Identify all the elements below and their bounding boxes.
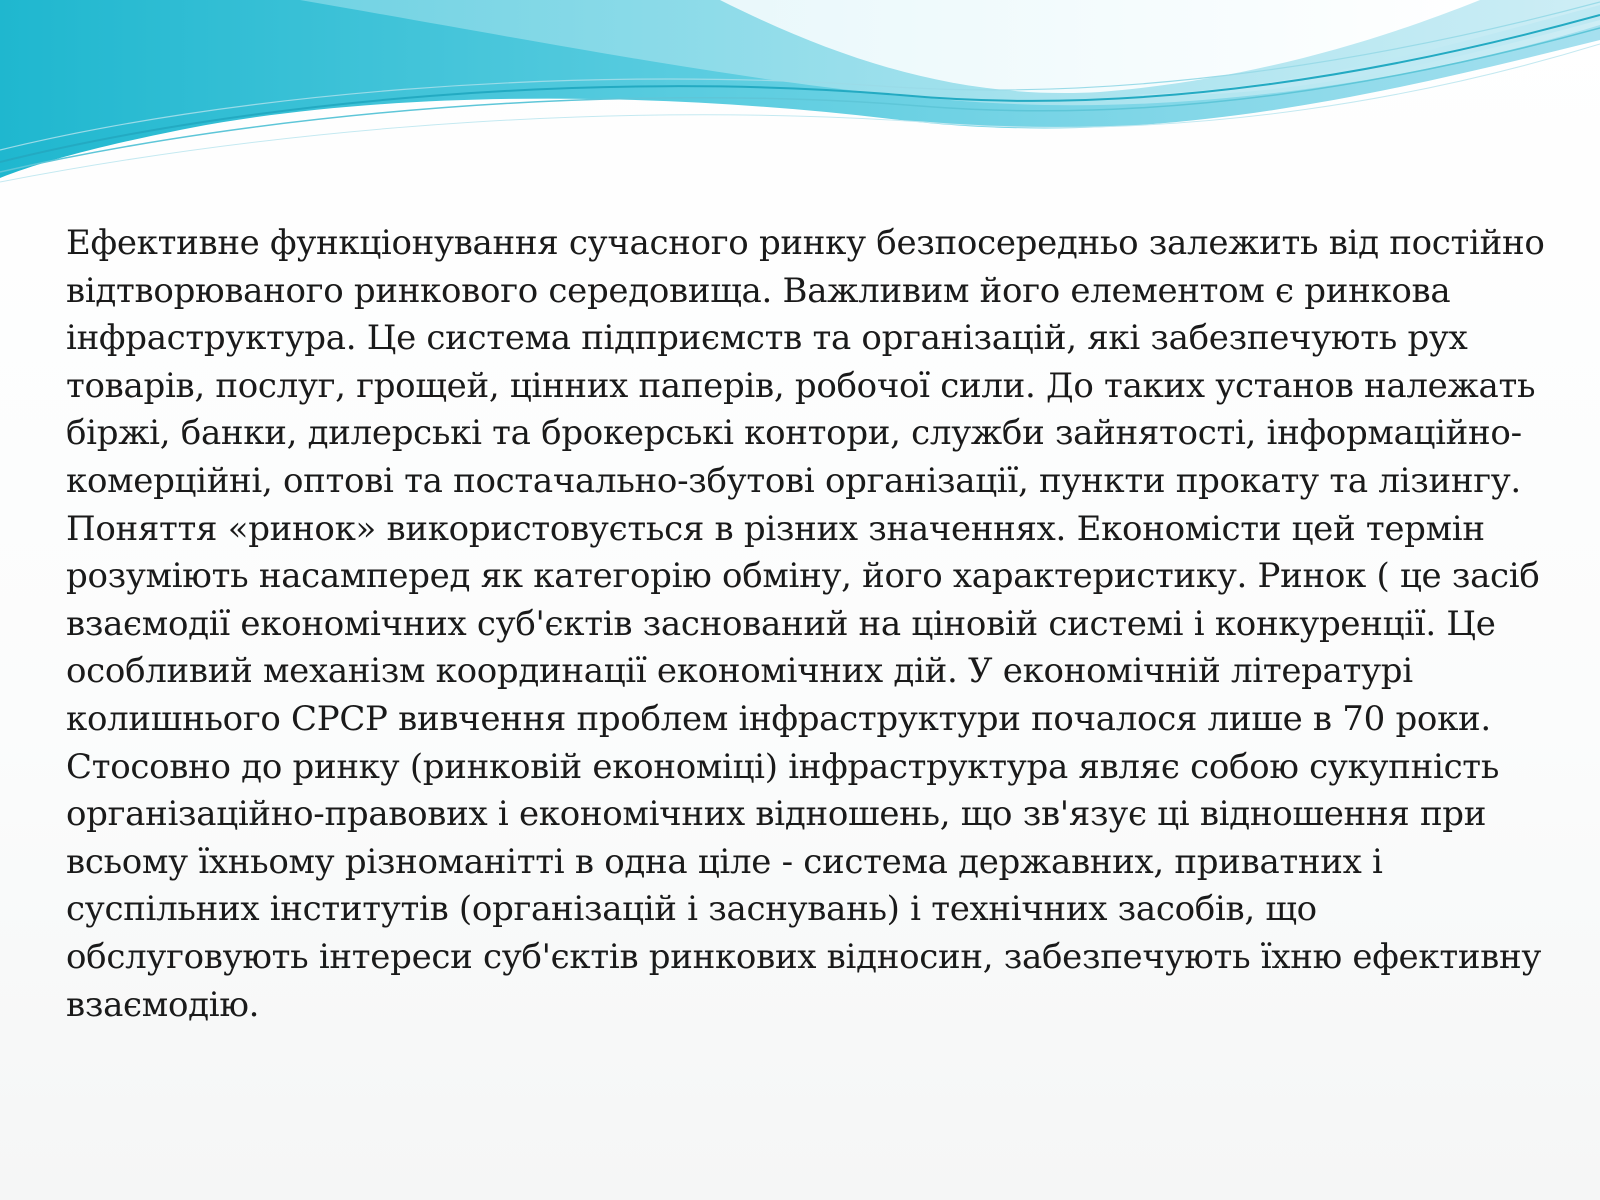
body-text-line: біржі, банки, дилерські та брокерські контори, служби зайнятості, інформаційно- bbox=[66, 413, 1522, 454]
body-text-line: взаємодію. bbox=[66, 984, 260, 1025]
body-text-line: розуміють насамперед як категорію обміну, його характеристику. Ринок ( це засіб bbox=[66, 556, 1540, 597]
body-text-line: особливий механізм координації економічних дій. У економічній літературі bbox=[66, 651, 1413, 692]
body-text-line: відтворюваного ринкового середовища. Важливим його елементом є ринкова bbox=[66, 270, 1451, 311]
body-paragraph bbox=[66, 220, 1586, 1029]
body-text-line: всьому їхньому різноманітті в одна ціле - система державних, приватних і bbox=[66, 841, 1383, 882]
body-text-line: колишнього СРСР вивчення проблем інфраструктури почалося лише в 70 роки. bbox=[66, 698, 1491, 739]
body-text-line: Ефективне функціонування сучасного ринку безпосередньо залежить від постійно bbox=[66, 223, 1545, 263]
body-text-line: суспільних інститутів (організацій і заснувань) і технічних засобів, що bbox=[66, 889, 1317, 930]
body-text-line: інфраструктура. Це система підприємств та організацій, які забезпечують рух bbox=[66, 318, 1468, 359]
body-text-line: комерційні, оптові та постачально-збутові організації, пункти прокату та лізингу. bbox=[66, 460, 1521, 501]
body-text-line: Поняття «ринок» використовується в різних значеннях. Економісти цей термін bbox=[66, 508, 1485, 549]
body-text-line: організаційно-правових і економічних відношень, що зв'язує ці відношення при bbox=[66, 794, 1487, 835]
wave-header-decoration bbox=[0, 0, 1600, 200]
body-text-line: обслуговують інтереси суб'єктів ринкових відносин, забезпечують їхню ефективну bbox=[66, 936, 1542, 977]
body-text-line: Стосовно до ринку (ринковій економіці) інфраструктура являє собою сукупність bbox=[66, 746, 1500, 787]
body-text-line: взаємодії економічних суб'єктів заснований на ціновій системі і конкуренції. Це bbox=[66, 603, 1496, 644]
body-text-line: товарів, послуг, грощей, цінних паперів, робочої сили. До таких установ належать bbox=[66, 365, 1536, 406]
